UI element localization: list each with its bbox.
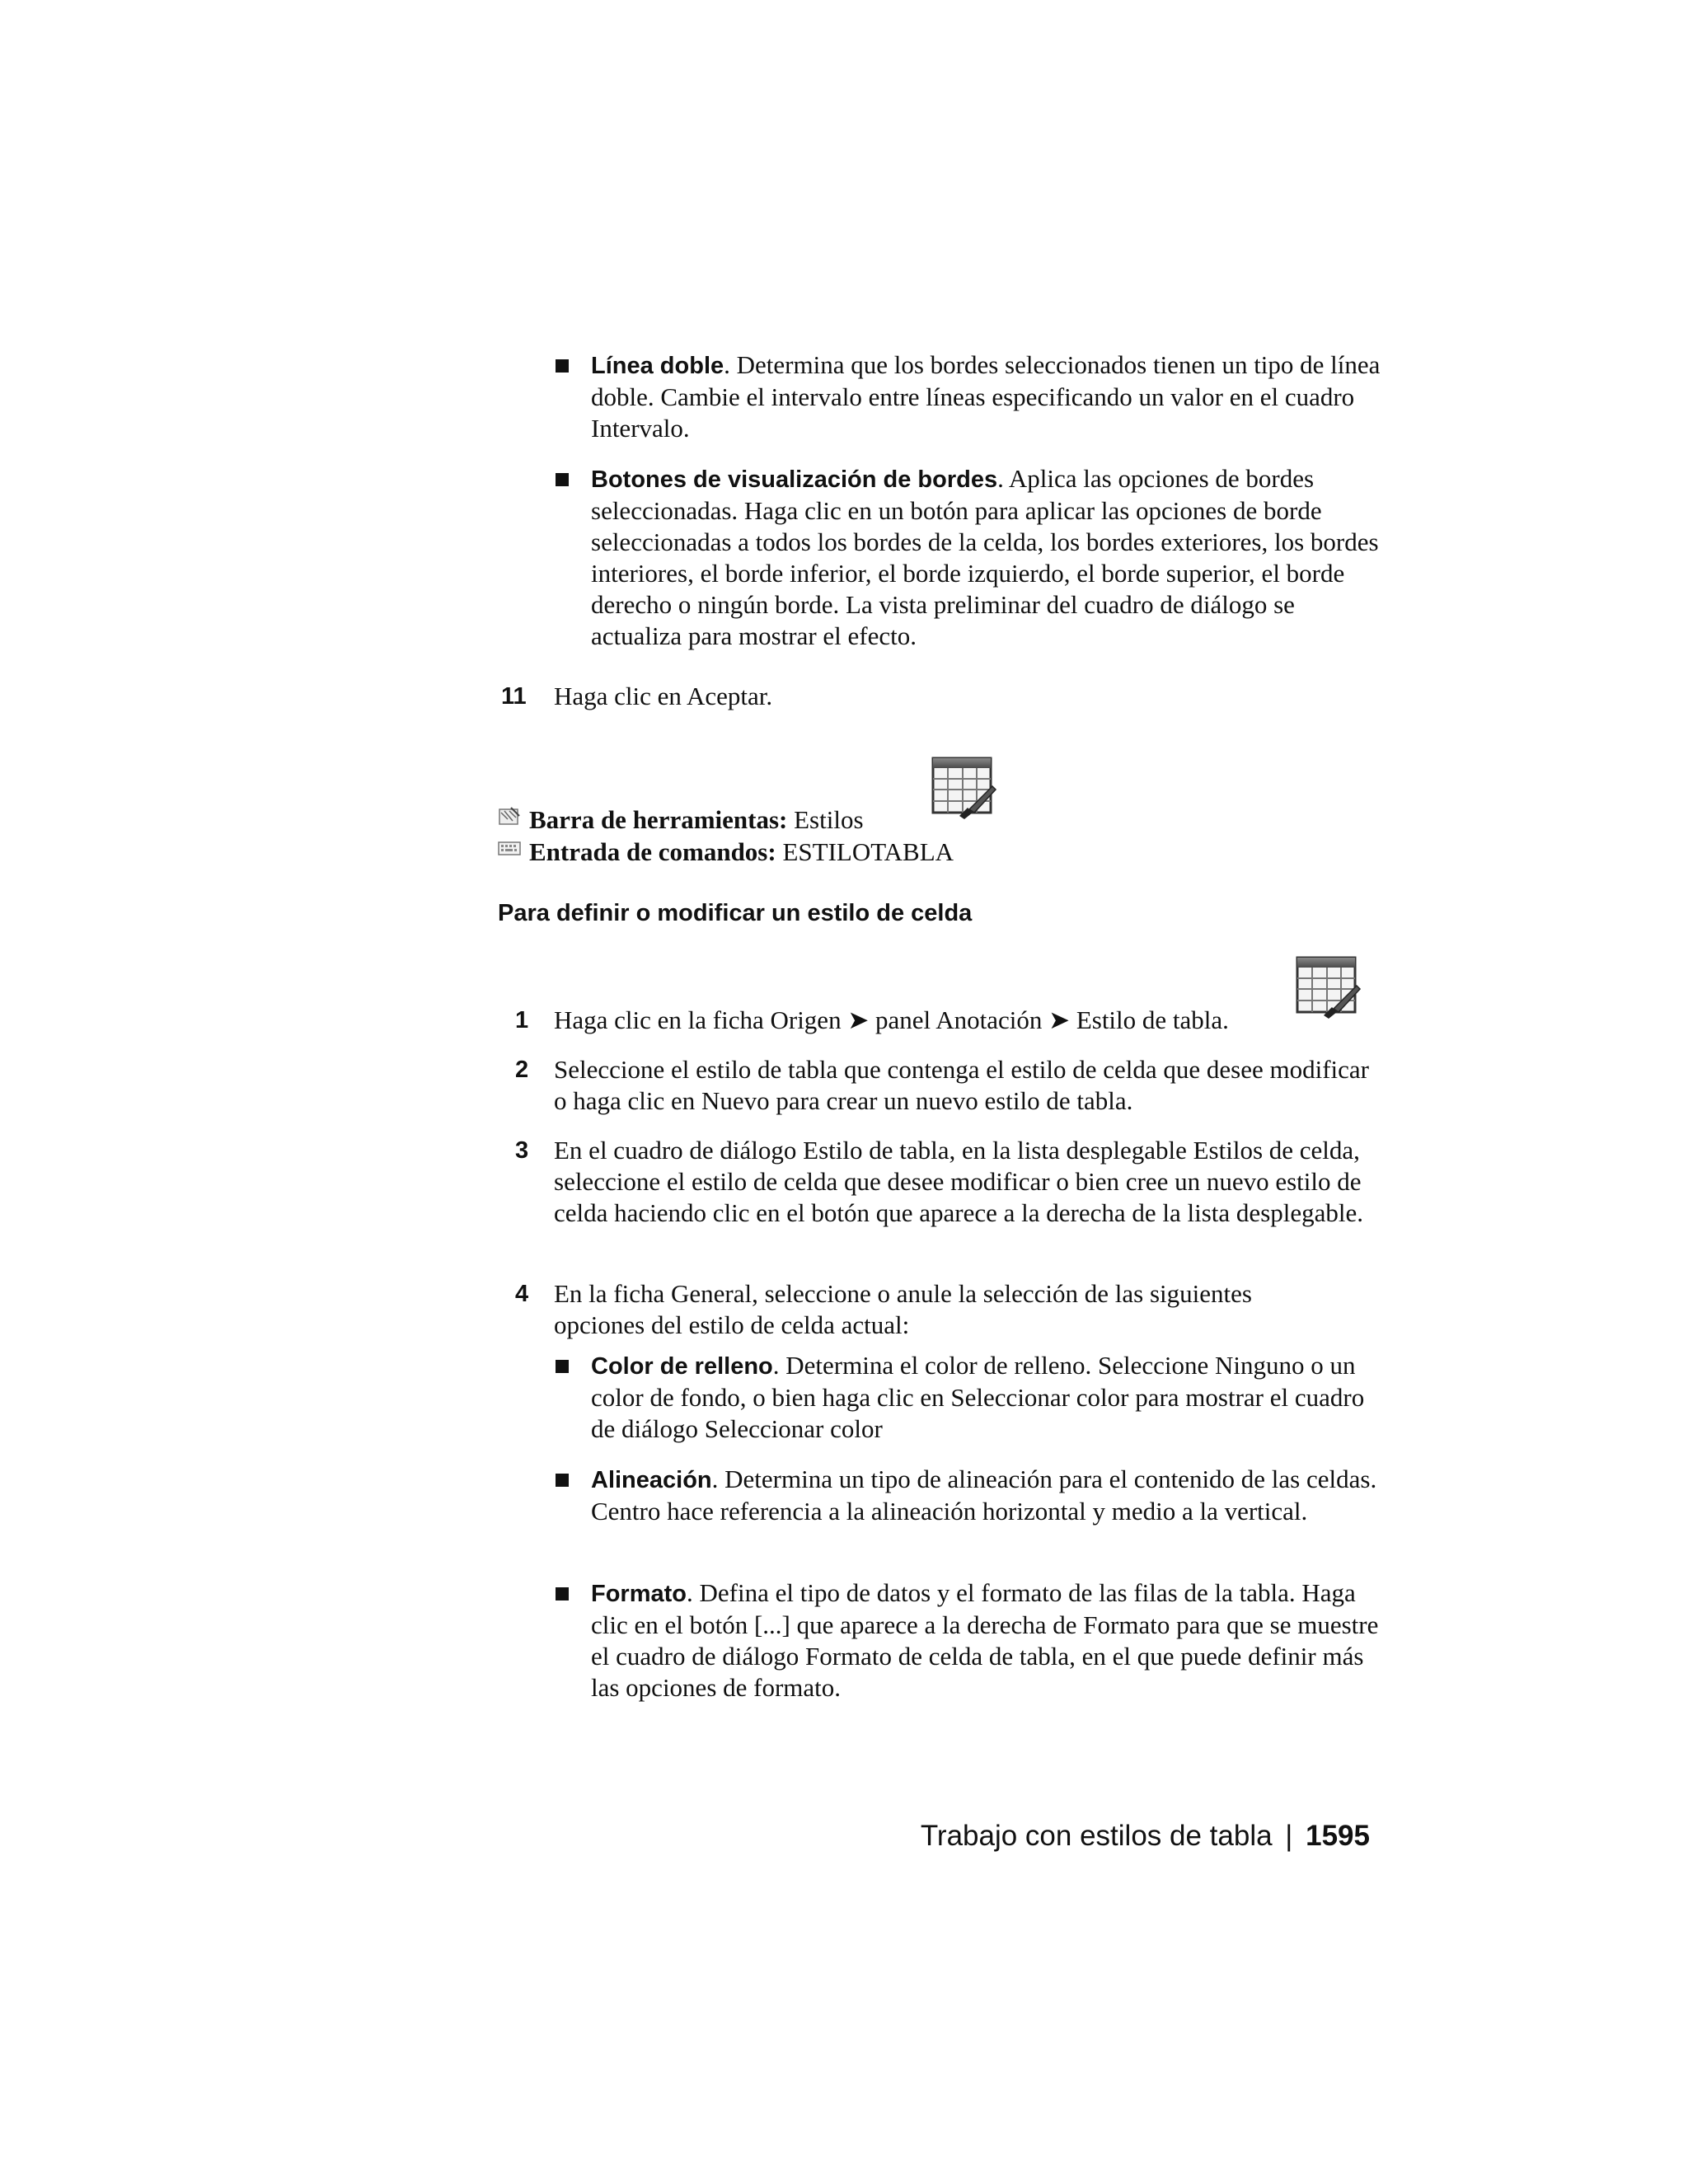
- step-1-text: Haga clic en la ficha Origen ➤ panel Anotación ➤ Estilo de tabla.: [554, 1005, 1229, 1034]
- bullet-term: Botones de visualización de bordes: [591, 466, 998, 493]
- bullet-marker: [556, 1360, 569, 1373]
- page-footer: [921, 1818, 1370, 1854]
- keyboard-icon: [498, 841, 521, 857]
- table-style-icon: [931, 757, 997, 823]
- step-number: 4: [515, 1281, 529, 1307]
- step-2-text: Seleccione el estilo de tabla que contenga el estilo de celda que desee modificar o haga clic en Nuevo para crear un nuevo estilo de tabla.: [554, 1055, 1369, 1115]
- toolbar-value: Estilos: [794, 805, 864, 834]
- step-number: 3: [515, 1137, 529, 1164]
- command-line: [529, 837, 954, 868]
- table-style-icon: [1296, 956, 1362, 1022]
- step-number: 2: [515, 1057, 529, 1083]
- bullet-text: . Determina el color de relleno. Seleccione Ninguno o un color de fondo, o bien haga clic en Seleccionar color para mostrar el cuadro de diálogo Seleccionar color: [591, 1351, 1365, 1443]
- section-heading: Para definir o modificar un estilo de celda: [498, 900, 973, 926]
- bullet-term: Línea doble: [591, 353, 724, 379]
- toolbar-line: [529, 804, 864, 836]
- footer-title: Trabajo con estilos de tabla: [920, 1820, 1273, 1852]
- page-number: 1595: [1306, 1820, 1370, 1852]
- bullet-term: Alineación: [591, 1467, 712, 1493]
- step-4-text: En la ficha General, seleccione o anule la selección de las siguientes opciones del estilo de celda actual:: [554, 1279, 1252, 1339]
- step-11-text: Haga clic en Aceptar.: [554, 682, 773, 710]
- bullet-term: Color de relleno: [591, 1353, 773, 1380]
- step-3-text: En el cuadro de diálogo Estilo de tabla, en la lista desplegable Estilos de celda, seleccione el estilo de celda que desee modificar o bien cree un nuevo estilo de celda haciendo clic en el botón que aparece a la derecha de la lista desplegable.: [554, 1136, 1364, 1227]
- bullet-marker: [556, 359, 569, 373]
- command-value: ESTILOTABLA: [782, 837, 954, 866]
- bullet-text: . Determina que los bordes seleccionados tienen un tipo de línea doble. Cambie el intervalo entre líneas especificando un valor en el cuadro Intervalo.: [591, 350, 1381, 443]
- bullet-alineacion: [591, 1464, 1382, 1527]
- toolbar-label: Barra de herramientas:: [529, 805, 788, 834]
- bullet-text: . Aplica las opciones de bordes seleccionadas. Haga clic en un botón para aplicar las opciones de borde seleccionadas a todos los bordes de la celda, los bordes exteriores, los bordes interiores, el borde inferior, el borde izquierdo, el borde superior, el borde derecho o ningún borde. La vista preliminar del cuadro de diálogo se actualiza para mostrar el efecto.: [591, 464, 1379, 650]
- bullet-marker: [556, 1587, 569, 1601]
- bullet-color-relleno: [591, 1350, 1382, 1445]
- bullet-botones-visualizacion: [591, 463, 1382, 652]
- bullet-text: . Determina un tipo de alineación para el contenido de las celdas. Centro hace referencia a la alineación horizontal y medio a la vertical.: [591, 1465, 1377, 1526]
- step-number: 11: [501, 683, 527, 710]
- toolbar-icon: [498, 806, 521, 827]
- bullet-marker: [556, 473, 569, 486]
- footer-separator: |: [1285, 1820, 1293, 1852]
- bullet-formato: [591, 1577, 1382, 1704]
- bullet-marker: [556, 1474, 569, 1487]
- bullet-term: Formato: [591, 1581, 687, 1607]
- command-label: Entrada de comandos:: [529, 837, 776, 866]
- step-number: 1: [515, 1007, 529, 1033]
- bullet-text: . Defina el tipo de datos y el formato de las filas de la tabla. Haga clic en el botón [...] que aparece a la derecha de Formato para que se muestre el cuadro de diálogo Formato de celda de tabla, en el que puede definir más las opciones de formato.: [591, 1578, 1379, 1702]
- bullet-linea-doble: [591, 349, 1382, 444]
